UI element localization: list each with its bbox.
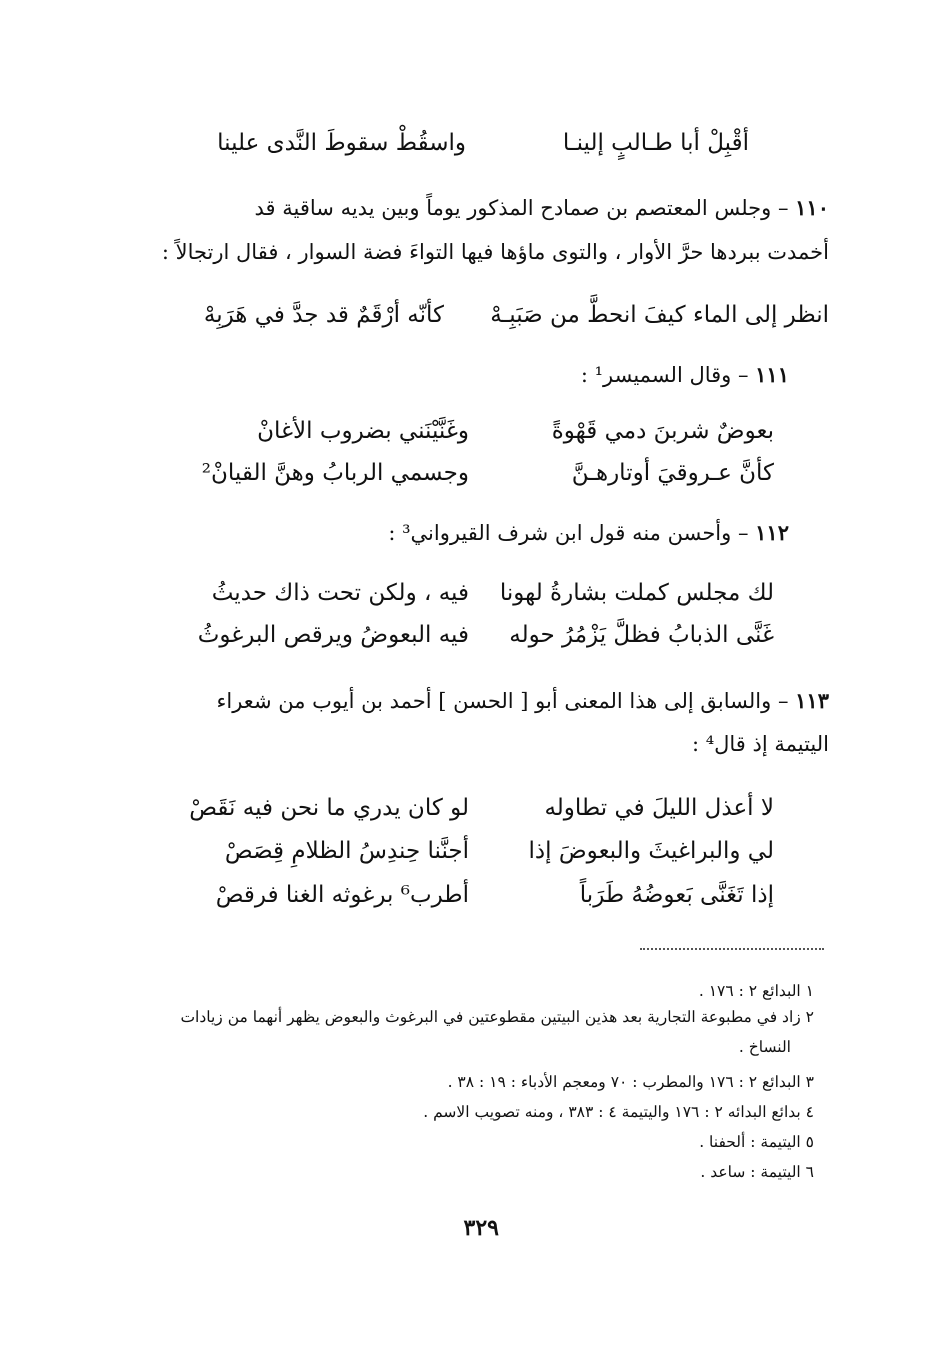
verse-hemistich-left: وجسمي الربابُ وهنَّ القيانْ² [201, 460, 469, 486]
verse-hemistich-right: بعوضٌ شربنَ دمي قَهْوةً [551, 418, 774, 444]
verse-hemistich-right: انظر إلى الماء كيفَ انحطَّ من صَبَبِـهْ [490, 302, 829, 328]
paragraph-text: – وأحسن منه قول ابن شرف القيرواني³ : [388, 521, 749, 545]
paragraph-110-line-2: أخمدت ببردها حرَّ الأوار ، والتوى ماؤها فيها التواءَ فضة السوار ، فقال ارتجالاً : [161, 240, 829, 264]
paragraph-113-line-2: اليتيمة إذ قال⁴ : [691, 732, 829, 756]
footnote-2-continued: النساخ . [738, 1038, 791, 1056]
item-number: ١١١ [755, 362, 789, 387]
verse-hemistich-right: غَنَّى الذبابُ فظلَّ يَزْمُرُ حوله [509, 622, 774, 648]
paragraph-text: – وقال السميسر¹ : [580, 363, 749, 387]
verse-hemistich-left: وغَنَّيْنَني بضروب الأغانْ [257, 418, 469, 444]
item-number: ١١٢ [755, 520, 789, 545]
footnote-1: ١ البدائع ٢ : ١٧٦ . [698, 982, 814, 1000]
footnote-6: ٦ اليتيمة : ساعد . [700, 1163, 814, 1181]
verse-hemistich-right: لا أعذل الليلَ في تطاوله [544, 795, 774, 821]
paragraph-text: – والسابق إلى هذا المعنى أبو [ الحسن ] أحمد بن أيوب من شعراء [216, 689, 789, 713]
footnote-2: ٢ زاد في مطبوعة التجارية بعد هذين البيتين مقطوعتين في البرغوث والبعوض يظهر أنهما من زيادات [180, 1008, 814, 1026]
footnote-4: ٤ بدائع البدائه ٢ : ١٧٦ واليتيمة ٤ : ٣٨٣ ، ومنه تصويب الاسم . [423, 1103, 814, 1121]
verse-hemistich-left: أجنَّنا حِندِسُ الظلامِ قِصَصْ [224, 838, 469, 864]
paragraph-text: – وجلس المعتصم بن صمادح المذكور يوماً وبين يديه ساقية قد [254, 196, 789, 220]
verse-hemistich-left: واسقُطْ سقوطَ النَّدى علينا [217, 130, 466, 156]
paragraph-111 [581, 362, 789, 387]
verse-hemistich-right: إذا تَغَنَّى بَعوضُهُ طَرَباً [579, 882, 774, 908]
verse-hemistich-left: فيه ، ولكن تحت ذاك حديثُ [211, 580, 469, 606]
footnote-3: ٣ البدائع ٢ : ١٧٦ والمطرب : ٧٠ ومعجم الأدباء : ١٩ : ٣٨ . [447, 1073, 814, 1091]
page-number: ٣٢٩ [463, 1215, 499, 1241]
verse-hemistich-right: لي والبراغيثَ والبعوضَ إذا [528, 838, 774, 864]
footnote-separator [640, 948, 824, 950]
paragraph-112 [388, 520, 789, 545]
verse-hemistich-right: لك مجلس كملت بشارةُ لهونا [499, 580, 774, 606]
item-number: ١١٠ [795, 195, 829, 220]
verse-hemistich-left: أطرب⁶ برغوثه الغنا فرقصْ [215, 882, 469, 908]
verse-hemistich-right: أقْبِلْ أبا طـالبٍ إلينـا [562, 130, 749, 156]
footnote-5: ٥ اليتيمة : ألحفنا . [699, 1133, 814, 1151]
verse-hemistich-right: كأنَّ عـروقيَ أوتارهـنَّ [571, 460, 774, 486]
paragraph-110 [255, 195, 829, 220]
item-number: ١١٣ [795, 688, 829, 713]
verse-hemistich-left: كأنّه أرْقَمٌ قد جدَّ في هَرَبِهْ [203, 302, 444, 328]
verse-hemistich-left: فيه البعوضُ ويرقص البرغوثُ [197, 622, 469, 648]
verse-hemistich-left: لو كان يدري ما نحن فيه نَقَصْ [189, 795, 469, 821]
paragraph-113 [217, 688, 829, 713]
